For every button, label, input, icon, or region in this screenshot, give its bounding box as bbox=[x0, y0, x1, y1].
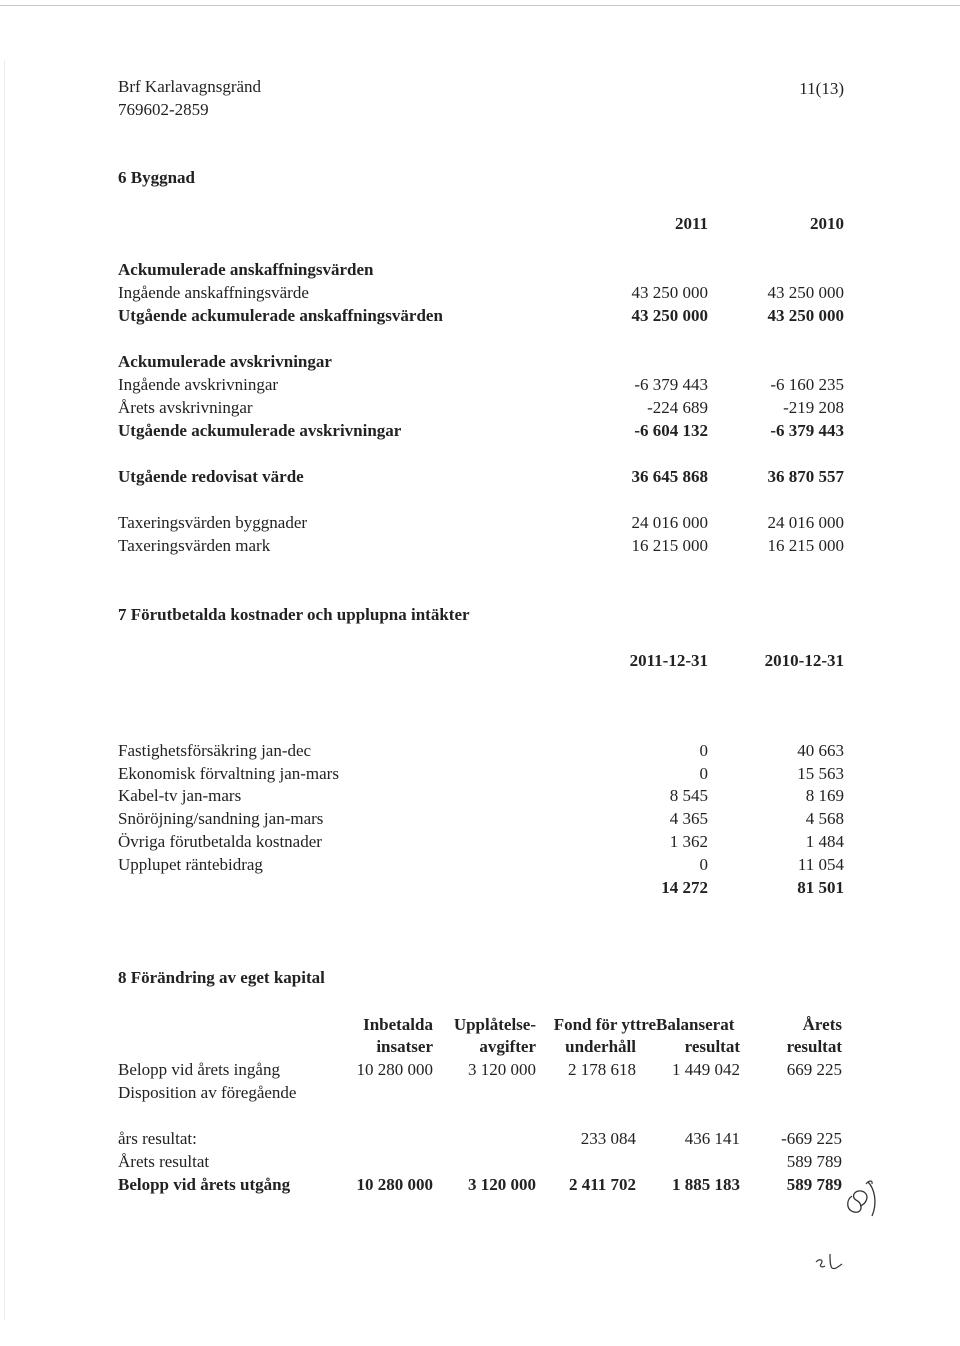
col-header: Inbetalda bbox=[363, 1015, 433, 1034]
equity-value: 589 789 bbox=[786, 1175, 842, 1194]
value-2010: -219 208 bbox=[783, 398, 844, 417]
row-label: Taxeringsvärden byggnader bbox=[118, 513, 308, 532]
org-number: 769602-2859 bbox=[118, 100, 209, 119]
row-label: Disposition av föregående bbox=[118, 1083, 297, 1102]
value-2010: 8 169 bbox=[805, 786, 844, 805]
row-label: Årets avskrivningar bbox=[118, 398, 253, 417]
equity-value: 2 178 618 bbox=[568, 1060, 636, 1079]
row-label: Ingående anskaffningsvärde bbox=[118, 283, 309, 302]
equity-value: 10 280 000 bbox=[356, 1175, 433, 1194]
date-2011-header: 2011-12-31 bbox=[629, 651, 708, 670]
page-number: 11(13) bbox=[799, 79, 844, 98]
value-2010: 15 563 bbox=[797, 764, 844, 783]
value-2011: 8 545 bbox=[669, 786, 708, 805]
section-8-title: 8 Förändring av eget kapital bbox=[118, 968, 325, 987]
col-header: Balanserat bbox=[656, 1015, 735, 1034]
col-header: insatser bbox=[376, 1037, 433, 1056]
value-2011: 43 250 000 bbox=[631, 283, 708, 302]
total-2010: 81 501 bbox=[797, 878, 844, 897]
value-2010: 4 568 bbox=[805, 809, 844, 828]
value-2010: -6 160 235 bbox=[770, 375, 844, 394]
value-2010: 40 663 bbox=[797, 741, 844, 760]
row-label: Belopp vid årets ingång bbox=[118, 1060, 280, 1079]
handwritten-signature-mark bbox=[842, 1178, 892, 1223]
equity-value: -669 225 bbox=[781, 1129, 842, 1148]
value-2010: 36 870 557 bbox=[767, 467, 844, 486]
value-2010: 43 250 000 bbox=[767, 306, 844, 325]
col-header: Upplåtelse- bbox=[453, 1015, 536, 1034]
row-label: Utgående ackumulerade avskrivningar bbox=[118, 421, 402, 440]
equity-value: 233 084 bbox=[580, 1129, 636, 1148]
value-2011: 43 250 000 bbox=[631, 306, 708, 325]
value-2011: 4 365 bbox=[669, 809, 708, 828]
row-label: Årets resultat bbox=[118, 1152, 210, 1171]
col-header: Fond för yttre bbox=[553, 1015, 656, 1034]
acquisition-heading: Ackumulerade anskaffningsvärden bbox=[118, 260, 374, 279]
equity-value: 2 411 702 bbox=[568, 1175, 636, 1194]
book-value-label: Utgående redovisat värde bbox=[118, 467, 304, 486]
col-header: underhåll bbox=[565, 1037, 636, 1056]
date-2010-header: 2010-12-31 bbox=[764, 651, 844, 670]
value-2010: 11 054 bbox=[797, 855, 844, 874]
col-header: resultat bbox=[684, 1037, 740, 1056]
equity-value: 3 120 000 bbox=[468, 1060, 536, 1079]
value-2011: -6 604 132 bbox=[634, 421, 708, 440]
section-7-title: 7 Förutbetalda kostnader och upplupna intäkter bbox=[118, 605, 470, 624]
row-label: Upplupet räntebidrag bbox=[118, 855, 263, 874]
row-label: Ingående avskrivningar bbox=[118, 375, 279, 394]
scan-edge-shadow bbox=[4, 60, 5, 1320]
value-2011: 1 362 bbox=[669, 832, 708, 851]
value-2010: 16 215 000 bbox=[767, 536, 844, 555]
value-2011: 0 bbox=[699, 855, 708, 874]
section-6-title: 6 Byggnad bbox=[118, 168, 195, 187]
org-name: Brf Karlavagnsgränd bbox=[118, 77, 262, 96]
row-label: Taxeringsvärden mark bbox=[118, 536, 271, 555]
scan-edge-line bbox=[0, 5, 960, 6]
equity-value: 436 141 bbox=[684, 1129, 740, 1148]
value-2010: -6 379 443 bbox=[770, 421, 844, 440]
handwritten-initials bbox=[812, 1252, 852, 1274]
equity-value: 589 789 bbox=[786, 1152, 842, 1171]
value-2011: 36 645 868 bbox=[631, 467, 708, 486]
value-2011: 0 bbox=[699, 764, 708, 783]
value-2011: -224 689 bbox=[647, 398, 708, 417]
value-2011: -6 379 443 bbox=[634, 375, 708, 394]
value-2011: 24 016 000 bbox=[631, 513, 708, 532]
value-2010: 1 484 bbox=[805, 832, 844, 851]
equity-value: 1 885 183 bbox=[672, 1175, 740, 1194]
row-label: Övriga förutbetalda kostnader bbox=[118, 832, 322, 851]
value-2011: 0 bbox=[699, 741, 708, 760]
row-label: års resultat: bbox=[118, 1129, 197, 1148]
row-label: Utgående ackumulerade anskaffningsvärden bbox=[118, 306, 443, 325]
row-label: Snöröjning/sandning jan-mars bbox=[118, 809, 324, 828]
equity-value: 669 225 bbox=[786, 1060, 842, 1079]
row-label: Belopp vid årets utgång bbox=[118, 1175, 291, 1194]
depreciation-heading: Ackumulerade avskrivningar bbox=[118, 352, 332, 371]
col-header: avgifter bbox=[479, 1037, 536, 1056]
value-2010: 24 016 000 bbox=[767, 513, 844, 532]
year-2011-header: 2011 bbox=[674, 214, 708, 233]
value-2010: 43 250 000 bbox=[767, 283, 844, 302]
col-header: Årets bbox=[802, 1015, 842, 1034]
row-label: Kabel-tv jan-mars bbox=[118, 786, 242, 805]
equity-value: 1 449 042 bbox=[672, 1060, 740, 1079]
total-2011: 14 272 bbox=[661, 878, 708, 897]
row-label: Ekonomisk förvaltning jan-mars bbox=[118, 764, 339, 783]
equity-value: 10 280 000 bbox=[356, 1060, 433, 1079]
row-label: Fastighetsförsäkring jan-dec bbox=[118, 741, 312, 760]
year-2010-header: 2010 bbox=[810, 214, 844, 233]
col-header: resultat bbox=[786, 1037, 842, 1056]
equity-value: 3 120 000 bbox=[468, 1175, 536, 1194]
value-2011: 16 215 000 bbox=[631, 536, 708, 555]
